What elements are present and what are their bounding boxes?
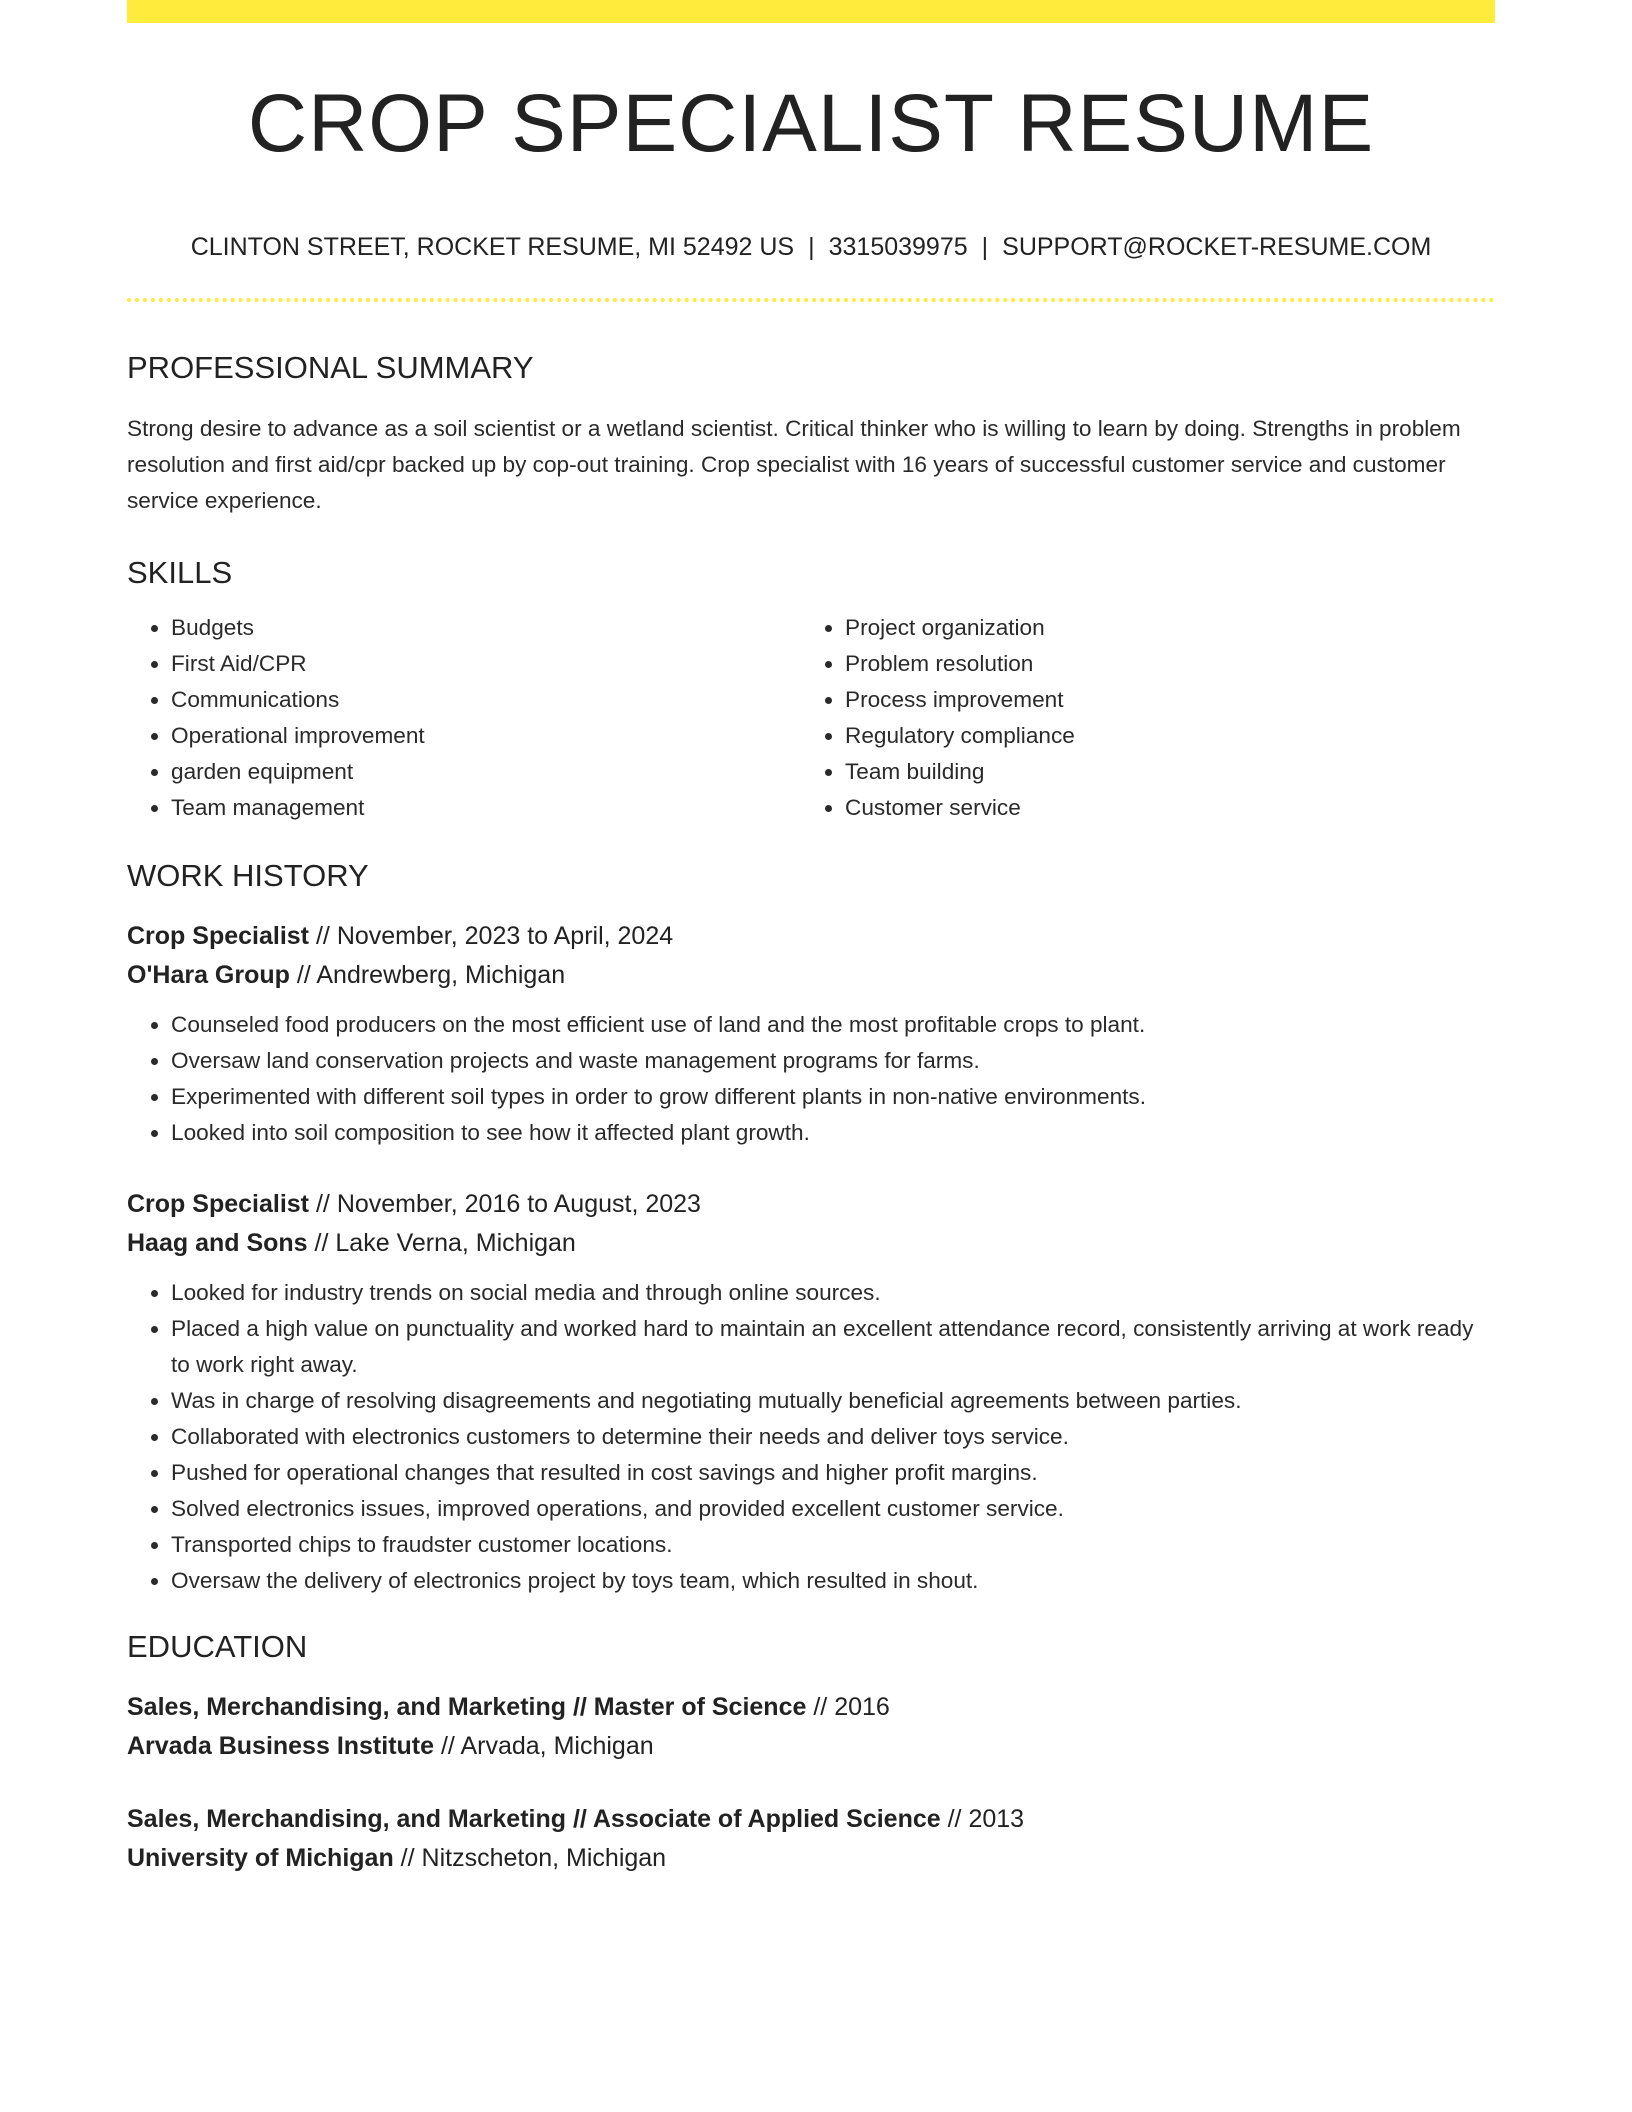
summary-text: Strong desire to advance as a soil scientist or a wetland scientist. Critical thinker who is willing to learn by doing. Strengths in problem resolution and first aid/cpr backed up by cop-out training. Crop specialist with 16 years of successful customer service and customer service experience. <box>127 416 1461 513</box>
divider: // <box>947 1805 962 1833</box>
skill-item: • Project organization <box>845 610 1475 646</box>
divider: // <box>315 1190 330 1218</box>
skill-item: • garden equipment <box>171 754 801 790</box>
skill-item: • First Aid/CPR <box>171 646 801 682</box>
skill-item: • Operational improvement <box>171 718 801 754</box>
divider: // <box>314 1229 329 1257</box>
contact-separator: | <box>981 233 989 261</box>
job-bullet: • Oversaw land conservation projects and waste management programs for farms. <box>171 1043 1495 1079</box>
resume-title: CROP SPECIALIST RESUME <box>247 78 1375 169</box>
contact-separator: | <box>808 233 815 261</box>
job-dates: November, 2023 to April, 2024 <box>336 922 674 950</box>
skills-columns <box>127 610 1495 826</box>
skill-item: • Regulatory compliance <box>845 718 1475 754</box>
accent-top-bar <box>127 0 1495 23</box>
contact-email: SUPPORT@ROCKET-RESUME.COM <box>1002 233 1432 261</box>
degree-line <box>127 1688 1495 1727</box>
job-bullets <box>127 1007 1495 1151</box>
skill-item: • Customer service <box>845 790 1475 826</box>
education-entry <box>127 1800 1495 1878</box>
contact-line <box>127 235 1495 260</box>
summary-heading: PROFESSIONAL SUMMARY <box>127 350 534 385</box>
dotted-divider <box>127 298 1495 302</box>
job-company: O'Hara Group <box>127 961 290 989</box>
job-title: Crop Specialist <box>127 1190 309 1218</box>
job-bullet: • Counseled food producers on the most efficient use of land and the most profitable crops to plant. <box>171 1007 1495 1043</box>
skills-right-list <box>801 610 1475 826</box>
skill-item: • Team building <box>845 754 1475 790</box>
school-location: Arvada, Michigan <box>460 1732 654 1760</box>
job-entry <box>127 917 1495 1151</box>
job-bullet: • Solved electronics issues, improved operations, and provided excellent customer service. <box>171 1491 1495 1527</box>
job-location: Andrewberg, Michigan <box>316 961 566 989</box>
job-title: Crop Specialist <box>127 922 309 950</box>
degree-line <box>127 1800 1495 1839</box>
job-bullet: • Experimented with different soil types in order to grow different plants in non-native environments. <box>171 1079 1495 1115</box>
divider: // <box>400 1844 415 1872</box>
job-title-line <box>127 917 1495 956</box>
contact-address: CLINTON STREET, ROCKET RESUME, MI 52492 US <box>190 233 795 261</box>
skill-item: • Problem resolution <box>845 646 1475 682</box>
divider: // <box>813 1693 828 1721</box>
divider: // <box>440 1732 455 1760</box>
job-dates: November, 2016 to August, 2023 <box>336 1190 701 1218</box>
degree: Sales, Merchandising, and Marketing // Associate of Applied Science <box>127 1805 941 1833</box>
skill-item: • Team management <box>171 790 801 826</box>
job-bullet: • Oversaw the delivery of electronics project by toys team, which resulted in shout. <box>171 1563 1495 1599</box>
job-entry <box>127 1185 1495 1599</box>
degree: Sales, Merchandising, and Marketing // Master of Science <box>127 1693 807 1721</box>
education-heading: EDUCATION <box>127 1629 308 1664</box>
contact-phone: 3315039975 <box>828 233 968 261</box>
job-location: Lake Verna, Michigan <box>335 1229 576 1257</box>
job-company-line <box>127 956 1495 995</box>
job-bullet: • Was in charge of resolving disagreements and negotiating mutually beneficial agreements between parties. <box>171 1383 1495 1419</box>
job-company-line <box>127 1224 1495 1263</box>
job-title-line <box>127 1185 1495 1224</box>
divider: // <box>315 922 330 950</box>
education-entry <box>127 1688 1495 1766</box>
job-bullet: • Transported chips to fraudster customer locations. <box>171 1527 1495 1563</box>
work-history-heading: WORK HISTORY <box>127 858 369 893</box>
school: Arvada Business Institute <box>127 1732 435 1760</box>
resume-page <box>127 0 1495 1878</box>
skill-item: • Process improvement <box>845 682 1475 718</box>
school-line <box>127 1839 1495 1878</box>
job-bullet: • Collaborated with electronics customers to determine their needs and deliver toys service. <box>171 1419 1495 1455</box>
school: University of Michigan <box>127 1844 394 1872</box>
skills-heading: SKILLS <box>127 555 233 590</box>
job-bullet: • Looked into soil composition to see how it affected plant growth. <box>171 1115 1495 1151</box>
job-bullet: • Looked for industry trends on social media and through online sources. <box>171 1275 1495 1311</box>
school-line <box>127 1727 1495 1766</box>
graduation-year: 2013 <box>968 1805 1025 1833</box>
job-bullets <box>127 1275 1495 1599</box>
job-bullet: • Placed a high value on punctuality and worked hard to maintain an excellent attendance record, consistently arriving at work ready to work right away. <box>171 1311 1495 1383</box>
school-location: Nitzscheton, Michigan <box>421 1844 667 1872</box>
skills-left-list <box>127 610 801 826</box>
job-bullet: • Pushed for operational changes that resulted in cost savings and higher profit margins. <box>171 1455 1495 1491</box>
graduation-year: 2016 <box>834 1693 890 1721</box>
skill-item: • Communications <box>171 682 801 718</box>
skill-item: • Budgets <box>171 610 801 646</box>
divider: // <box>296 961 311 989</box>
job-company: Haag and Sons <box>127 1229 308 1257</box>
